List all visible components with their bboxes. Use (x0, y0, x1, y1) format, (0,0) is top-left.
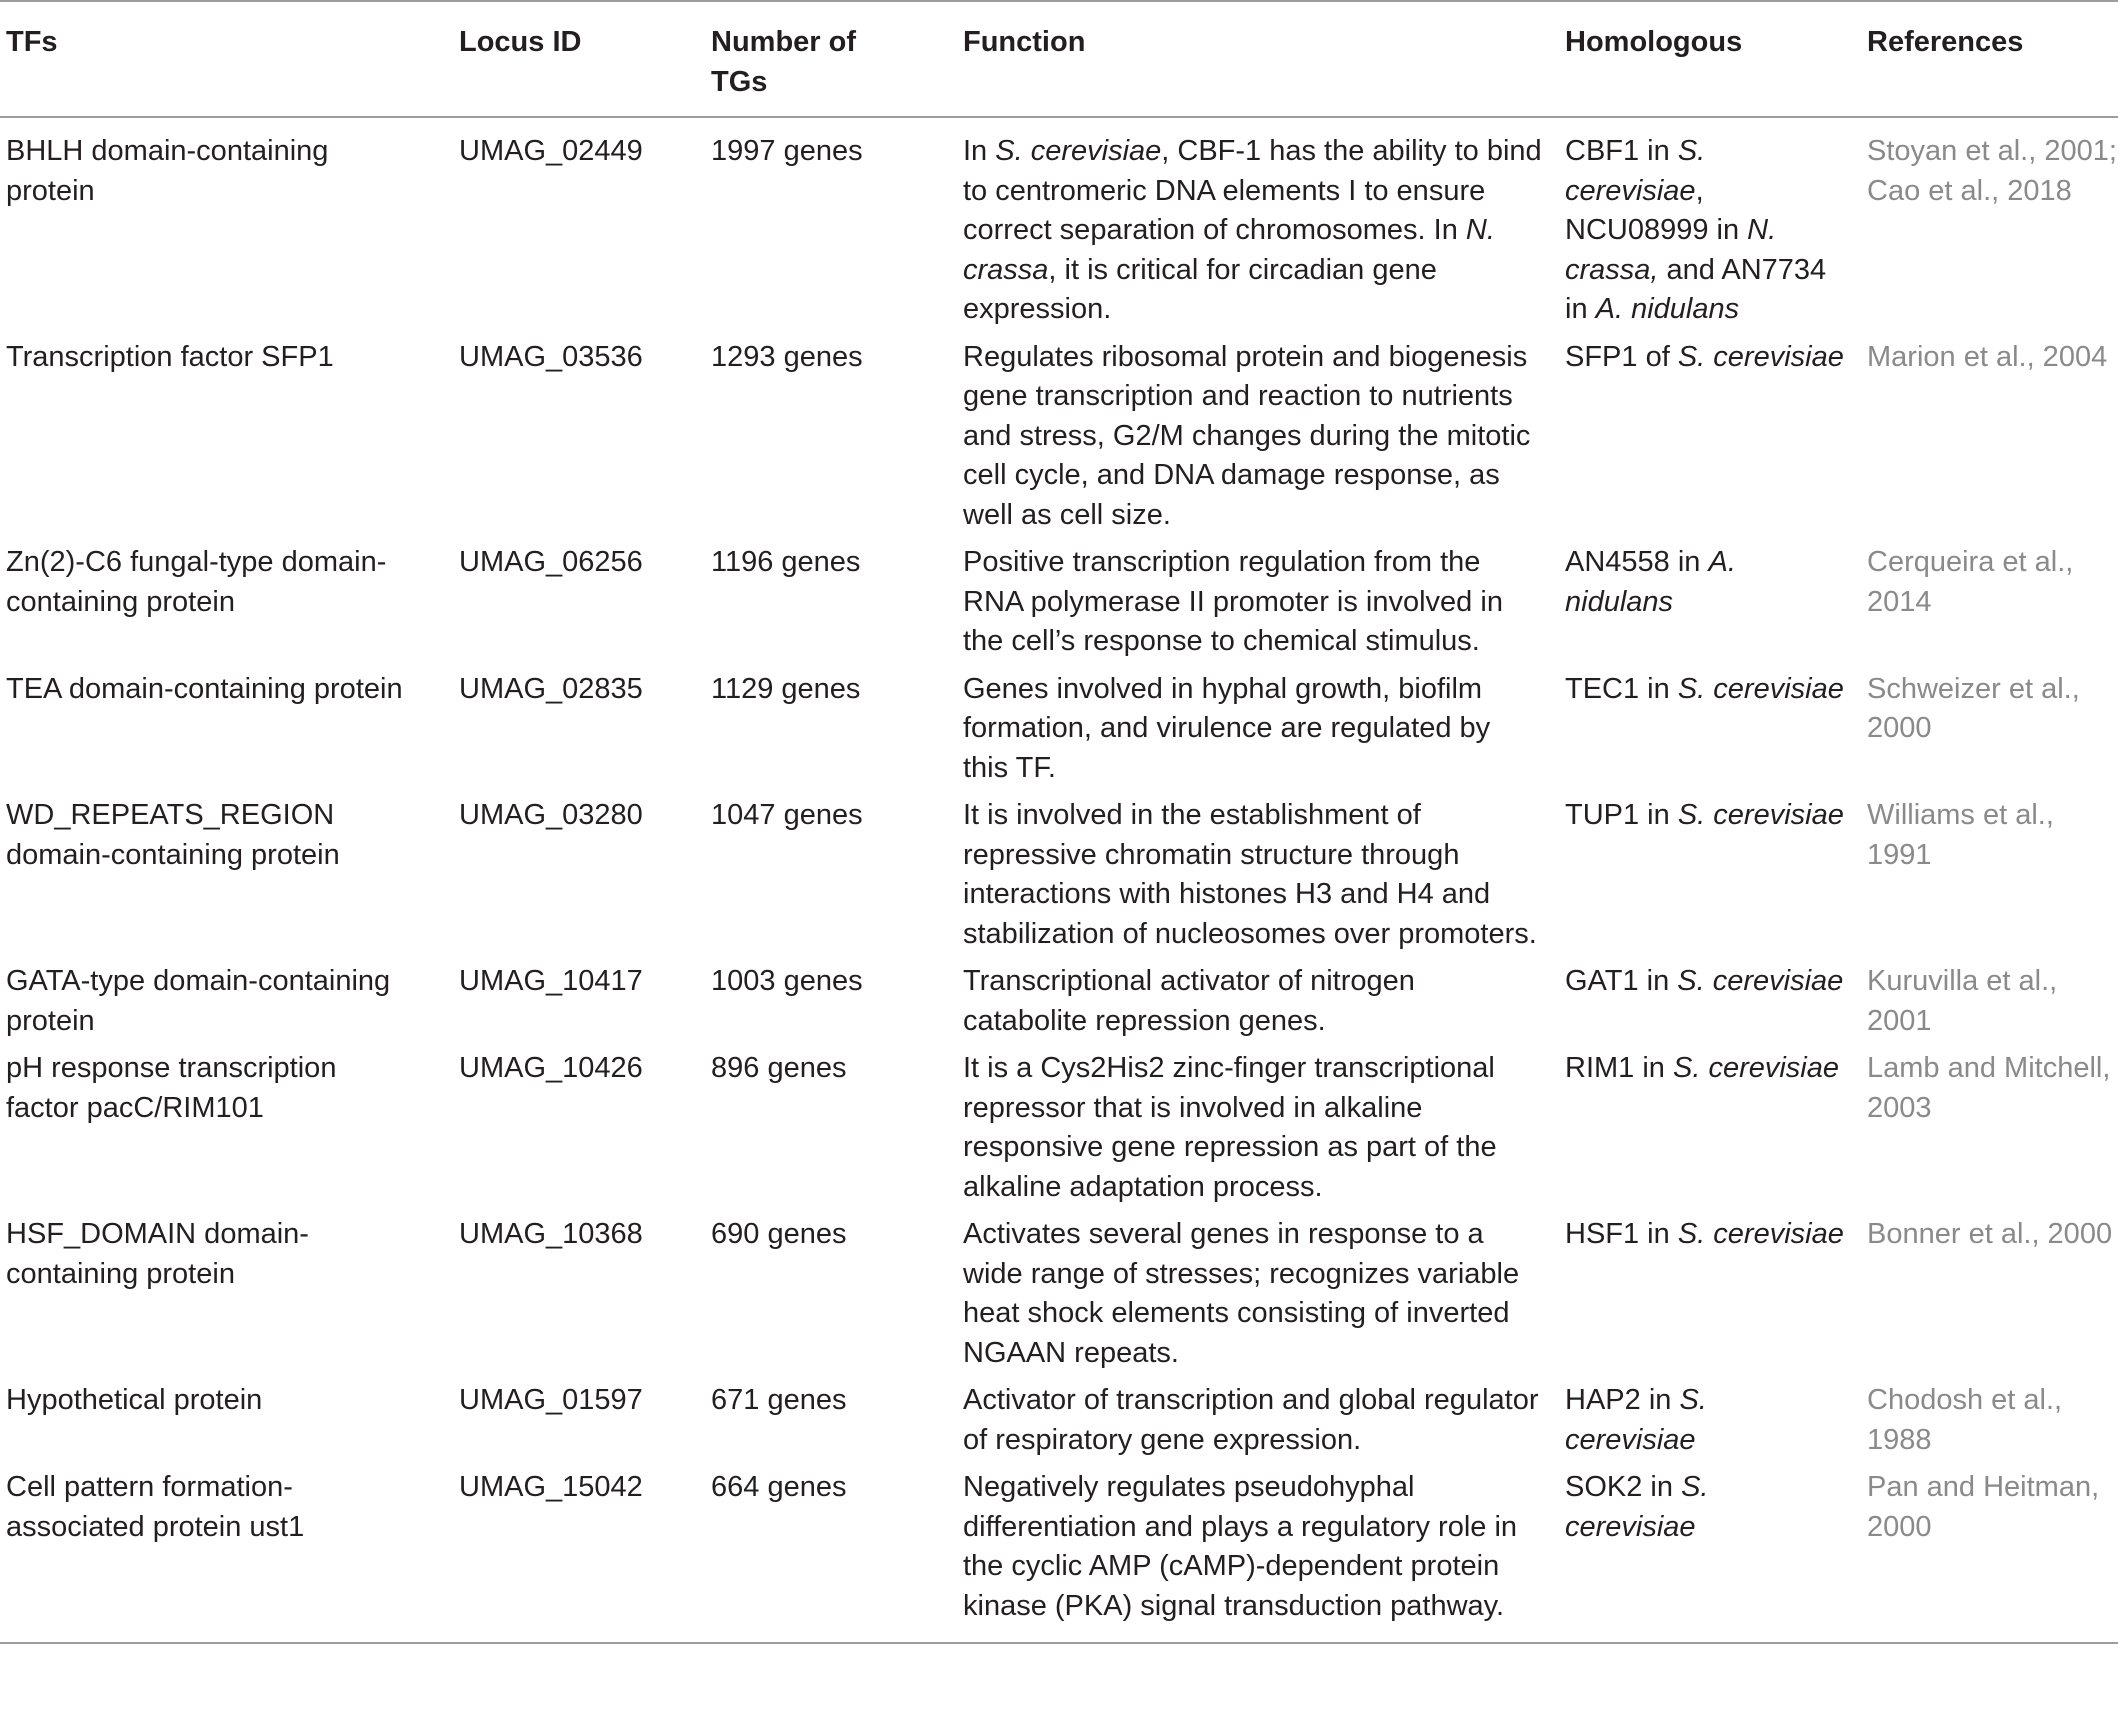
function-cell (957, 668, 1559, 795)
text-segment: It is involved in the establishment of repressive chromatin structure through interactions with histones H3 and H4 and stabilization of nucleosomes over promoters. (963, 799, 1537, 950)
text-segment: GAT1 in (1565, 965, 1678, 997)
homologous-cell (1559, 668, 1861, 795)
text-segment: RIM1 in (1565, 1052, 1673, 1084)
locus-id-cell: UMAG_10426 (459, 1052, 643, 1084)
species-name: N. crassa (963, 214, 1495, 286)
species-name: S. cerevisiae (1677, 799, 1844, 831)
tgs-cell: 1997 genes (711, 135, 863, 167)
locus-id-cell: UMAG_02449 (459, 135, 643, 167)
table-row (0, 541, 2118, 668)
tf-cell: Transcription factor SFP1 (6, 340, 334, 373)
function-cell (957, 960, 1559, 1047)
species-name: S. cerevisiae (1672, 1052, 1839, 1084)
function-cell (957, 1379, 1559, 1466)
locus-id-cell: UMAG_01597 (459, 1384, 643, 1416)
locus-id-cell: UMAG_03536 (459, 340, 643, 373)
locus-id-cell: UMAG_03280 (459, 799, 643, 831)
text-segment: HSF1 in (1565, 1218, 1678, 1250)
tgs-cell: 1293 genes (711, 340, 863, 373)
text-segment: In (963, 135, 996, 167)
references-cell (1861, 1379, 2118, 1466)
locus-id-cell: UMAG_10368 (459, 1218, 643, 1250)
species-name: S. cerevisiae (1677, 965, 1844, 997)
references-cell (1861, 1213, 2118, 1379)
reference-entry: Stoyan et al., 2001; (1867, 135, 2117, 167)
tf-cell: TEA domain-containing protein (6, 672, 403, 705)
reference-entry: Schweizer et al., 2000 (1867, 672, 2080, 744)
homologous-cell (1559, 794, 1861, 960)
text-segment: AN4558 in (1565, 546, 1709, 578)
species-name: S. cerevisiae (1677, 1218, 1844, 1250)
table-row (0, 1213, 2118, 1379)
text-segment: , CBF-1 has the ability to bind to centromeric DNA elements I to ensure correct separation of chromosomes. In (963, 135, 1542, 246)
tf-cell: BHLH domain-containing protein (6, 135, 329, 207)
reference-entry: Cao et al., 2018 (1867, 174, 2072, 207)
table-row (0, 117, 2118, 336)
text-segment: Negatively regulates pseudohyphal differentiation and plays a regulatory role in the cyclic AMP (cAMP)-dependent protein kinase (PKA) signal transduction pathway. (963, 1471, 1518, 1622)
header-homologous: Homologous (1565, 26, 1743, 58)
locus-id-cell: UMAG_06256 (459, 546, 643, 578)
text-segment: Activator of transcription and global regulator of respiratory gene expression. (963, 1384, 1539, 1456)
tgs-cell: 664 genes (711, 1471, 847, 1503)
tgs-cell: 671 genes (711, 1384, 847, 1416)
table-row (0, 668, 2118, 795)
reference-entry: Chodosh et al., 1988 (1867, 1384, 2063, 1456)
tgs-cell: 1129 genes (711, 672, 861, 705)
locus-id-cell: UMAG_15042 (459, 1471, 643, 1503)
text-segment: HAP2 in (1565, 1384, 1680, 1416)
function-cell (957, 1213, 1559, 1379)
species-name: A. nidulans (1595, 293, 1740, 325)
species-name: S. cerevisiae (1677, 672, 1844, 705)
reference-entry: Marion et al., 2004 (1867, 340, 2108, 373)
homologous-cell (1559, 1379, 1861, 1466)
species-name: S. cerevisiae (1565, 1384, 1707, 1456)
text-segment: Regulates ribosomal protein and biogenesis gene transcription and reaction to nutrients and stress, G2/M changes during the mitotic cell cycle, and DNA damage response, as well as cell size. (963, 340, 1531, 531)
text-segment: TEC1 in (1565, 672, 1678, 705)
locus-id-cell: UMAG_02835 (459, 672, 643, 705)
species-name: S. cerevisiae (1677, 340, 1844, 373)
species-name: N. crassa, (1565, 214, 1777, 286)
reference-entry: Bonner et al., 2000 (1867, 1218, 2113, 1250)
tgs-cell: 1003 genes (711, 965, 863, 997)
function-cell (957, 336, 1559, 542)
tgs-cell: 690 genes (711, 1218, 847, 1250)
homologous-cell (1559, 1213, 1861, 1379)
function-cell (957, 794, 1559, 960)
table-body (0, 117, 2118, 1643)
text-segment: Activates several genes in response to a wide range of stresses; recognizes variable heat shock elements consisting of inverted NGAAN repeats. (963, 1218, 1520, 1369)
species-name: S. cerevisiae (1565, 135, 1706, 207)
function-cell (957, 117, 1559, 336)
tgs-cell: 1196 genes (711, 546, 861, 578)
tf-cell: pH response transcription factor pacC/RIM101 (6, 1052, 337, 1124)
header-tfs: TFs (6, 26, 58, 58)
text-segment: , it is critical for circadian gene expression. (963, 253, 1437, 325)
tgs-cell: 896 genes (711, 1052, 847, 1084)
tf-cell: Cell pattern formation-associated protein ust1 (6, 1471, 305, 1543)
header-number-of-tgs: Number of TGs (711, 26, 856, 98)
references-cell (1861, 541, 2118, 668)
text-segment: SFP1 of (1565, 340, 1678, 373)
locus-id-cell: UMAG_10417 (459, 965, 643, 997)
tf-cell: WD_REPEATS_REGION domain-containing protein (6, 799, 340, 871)
text-segment: Transcriptional activator of nitrogen catabolite repression genes. (963, 965, 1415, 1037)
table-header (0, 1, 2118, 117)
text-segment: Positive transcription regulation from the RNA polymerase II promoter is involved in the cell’s response to chemical stimulus. (963, 546, 1503, 657)
tf-cell: GATA-type domain-containing protein (6, 965, 391, 1037)
tgs-cell: 1047 genes (711, 799, 863, 831)
text-segment: Genes involved in hyphal growth, biofilm formation, and virulence are regulated by this TF. (963, 672, 1491, 784)
references-cell (1861, 960, 2118, 1047)
table-row (0, 336, 2118, 542)
references-cell (1861, 794, 2118, 960)
table-row (0, 794, 2118, 960)
tf-cell: Hypothetical protein (6, 1384, 263, 1416)
text-segment: SOK2 in (1565, 1471, 1682, 1503)
function-cell (957, 541, 1559, 668)
text-segment: and AN7734 in (1565, 253, 1827, 325)
function-cell (957, 1047, 1559, 1213)
text-segment: CBF1 in (1565, 135, 1678, 167)
header-locus-id: Locus ID (459, 26, 582, 58)
reference-entry: Williams et al., 1991 (1867, 799, 2054, 871)
header-function: Function (963, 26, 1086, 58)
homologous-cell (1559, 1047, 1861, 1213)
reference-entry: Pan and Heitman, 2000 (1867, 1471, 2100, 1543)
reference-entry: Cerqueira et al., 2014 (1867, 546, 2074, 618)
function-cell (957, 1466, 1559, 1643)
homologous-cell (1559, 541, 1861, 668)
text-segment: It is a Cys2His2 zinc-finger transcriptional repressor that is involved in alkaline responsive gene repression as part of the alkaline adaptation process. (963, 1052, 1497, 1203)
reference-entry: Kuruvilla et al., 2001 (1867, 965, 2058, 1037)
tf-cell: Zn(2)-C6 fungal-type domain-containing protein (6, 546, 387, 618)
header-references: References (1867, 26, 2024, 58)
references-cell (1861, 1047, 2118, 1213)
references-cell (1861, 1466, 2118, 1643)
homologous-cell (1559, 336, 1861, 542)
table-row (0, 1047, 2118, 1213)
homologous-cell (1559, 960, 1861, 1047)
species-name: A. nidulans (1565, 546, 1736, 618)
text-segment: , NCU08999 in (1565, 174, 1748, 246)
table-row (0, 1379, 2118, 1466)
references-cell (1861, 117, 2118, 336)
references-cell (1861, 668, 2118, 795)
tf-cell: HSF_DOMAIN domain-containing protein (6, 1218, 309, 1290)
homologous-cell (1559, 1466, 1861, 1643)
table-row (0, 960, 2118, 1047)
table-row (0, 1466, 2118, 1643)
references-cell (1861, 336, 2118, 542)
species-name: S. cerevisiae (1565, 1471, 1709, 1543)
header-row (0, 1, 2118, 117)
homologous-cell (1559, 117, 1861, 336)
species-name: S. cerevisiae (995, 135, 1162, 167)
text-segment: TUP1 in (1565, 799, 1678, 831)
reference-entry: Lamb and Mitchell, 2003 (1867, 1052, 2111, 1124)
